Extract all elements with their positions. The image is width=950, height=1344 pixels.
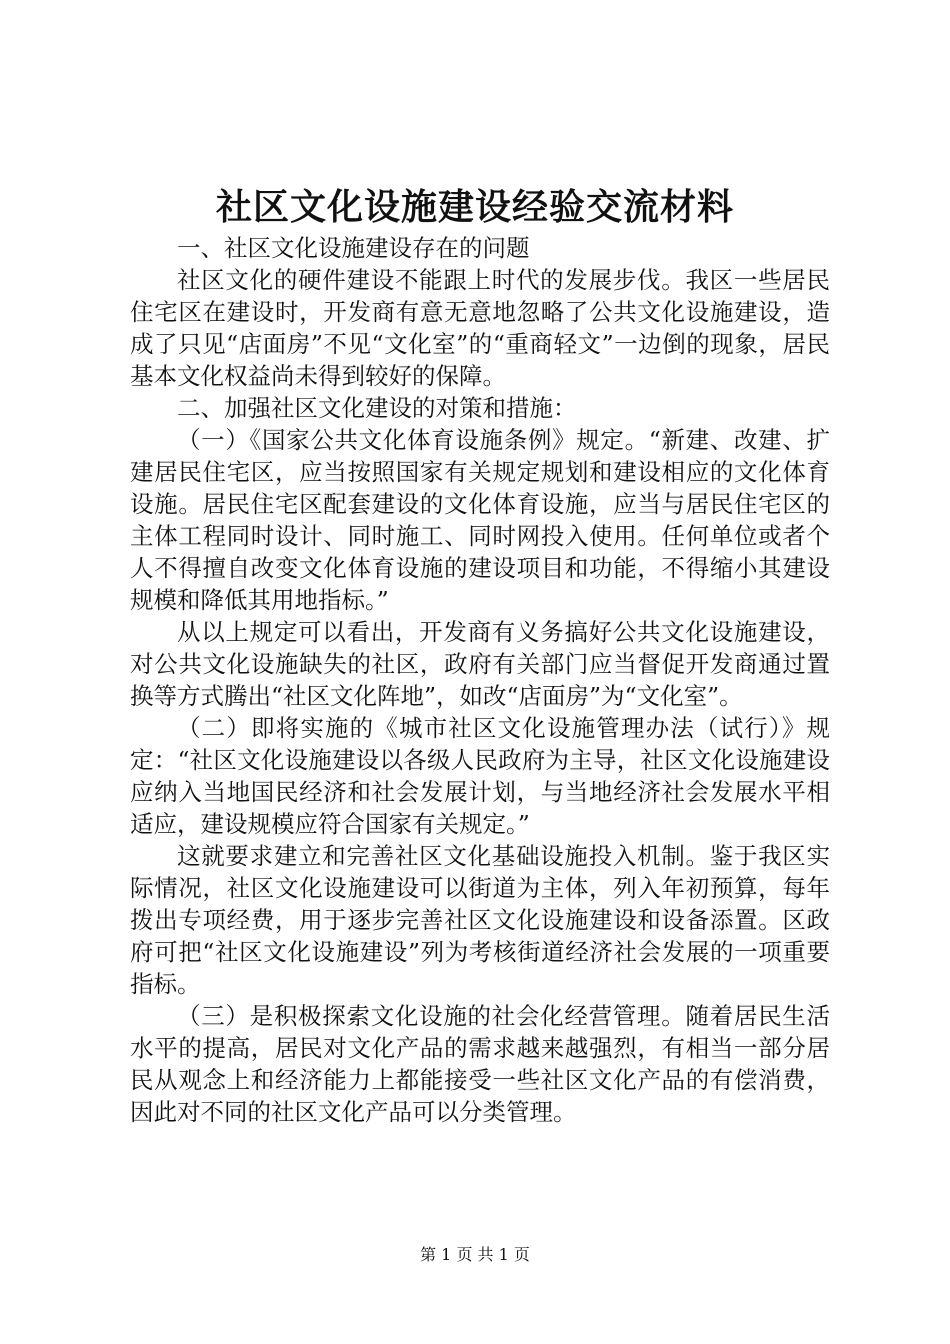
paragraph-measure-3: （三）是积极探索文化设施的社会化经营管理。随着居民生活水平的提高，居民对文化产品的需求越来越强烈，有相当一部分居民从观念上和经济能力上都能接受一些社区文化产品的有偿消费，因此对不同的社区文化产品可以分类管理。 [130, 1002, 830, 1126]
paragraph-measure-1: （一）《国家公共文化体育设施条例》规定。“新建、改建、扩建居民住宅区，应当按照国家有关规定规划和建设相应的文化体育设施。居民住宅区配套建设的文化体育设施，应当与居民住宅区的主体工程同时设计、同时施工、同时网投入使用。任何单位或者个人不得擅自改变文化体育设施的建设项目和功能，不得缩小其建设规模和降低其用地指标。” [130, 426, 830, 614]
paragraph-measure-2-analysis: 这就要求建立和完善社区文化基础设施投入机制。鉴于我区实际情况，社区文化设施建设可以街道为主体，列入年初预算，每年拨出专项经费，用于逐步完善社区文化设施建设和设备添置。区政府可把“社区文化设施建设”列为考核街道经济社会发展的一项重要指标。 [130, 842, 830, 998]
section-heading-problems: 一、社区文化设施建设存在的问题 [177, 234, 530, 262]
section-heading-measures: 二、加强社区文化建设的对策和措施： [177, 394, 577, 422]
paragraph-measure-1-analysis: 从以上规定可以看出，开发商有义务搞好公共文化设施建设，对公共文化设施缺失的社区，政府有关部门应当督促开发商通过置换等方式腾出“社区文化阵地”，如改“店面房”为“文化室”。 [130, 618, 830, 710]
document-title: 社区文化设施建设经验交流材料 [215, 186, 734, 228]
paragraph-problem-description: 社区文化的硬件建设不能跟上时代的发展步伐。我区一些居民住宅区在建设时，开发商有意无意地忽略了公共文化设施建设，造成了只见“店面房”不见“文化室”的“重商轻文”一边倒的现象，居民基本文化权益尚未得到较好的保障。 [130, 266, 830, 390]
document-body [130, 232, 830, 1128]
paragraph-measure-2: （二）即将实施的《城市社区文化设施管理办法（试行）》规定：“社区文化设施建设以各级人民政府为主导，社区文化设施建设应纳入当地国民经济和社会发展计划，与当地经济社会发展水平相适应，建设规模应符合国家有关规定。” [130, 714, 830, 838]
page-footer: 第 1 页 共 1 页 [420, 1245, 530, 1264]
